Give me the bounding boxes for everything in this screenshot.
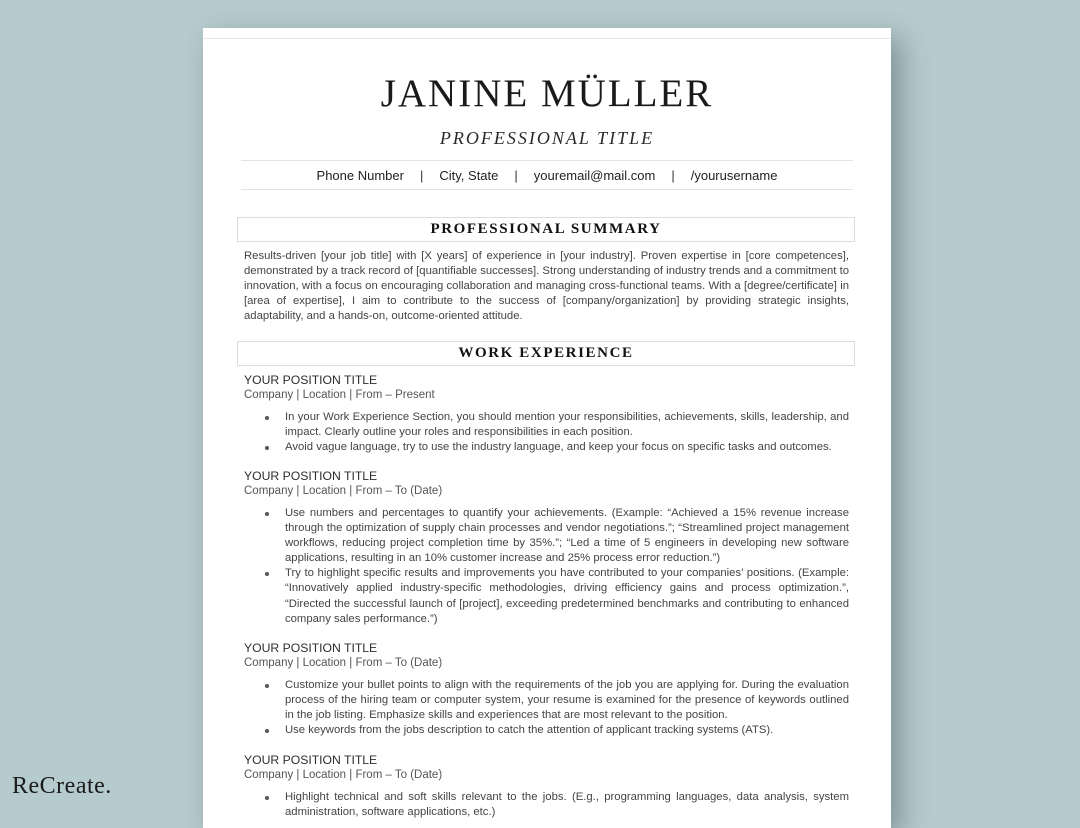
job-meta: Company | Location | From – To (Date) xyxy=(244,657,443,669)
job-bullets xyxy=(244,410,849,455)
job-bullet: Use numbers and percentages to quantify your achievements. (Example: “Achieved a 15% revenue increase through the optimization of supply chain processes and vendor negotiations.”; “Streamlined project management workflows, reducing project completion time by 35%.”; “Led a time of 5 engineers in developing new software applications, resulting in an 10% customer increase and 25% process error reduction.”) xyxy=(285,506,849,566)
job-entry-1 xyxy=(244,373,849,455)
job-entry-2 xyxy=(244,469,849,627)
job-meta: Company | Location | From – Present xyxy=(244,389,435,401)
contact-username[interactable]: /yourusername xyxy=(690,167,778,183)
job-bullet: Avoid vague language, try to use the industry language, and keep your focus on specific tasks and outcomes. xyxy=(285,440,849,455)
job-entry-3 xyxy=(244,641,849,738)
contact-location: City, State xyxy=(439,167,499,183)
job-bullet: Use keywords from the jobs description to catch the attention of applicant tracking systems (ATS). xyxy=(285,723,849,738)
job-entry-4 xyxy=(244,753,849,820)
job-bullet: Customize your bullet points to align with the requirements of the job you are applying for. During the evaluation process of the hiring team or computer system, your resume is examined for the presence of keywords outlined in the job listing. Emphasize skills and experiences that are most relevant to the position. xyxy=(285,678,849,723)
job-bullets xyxy=(244,678,849,738)
job-bullet: Try to highlight specific results and improvements you have contributed to your companies’ positions. (Example: “Innovatively applied industry-specific methodologies, driving efficiency gains and process optimization.”, “Directed the successful launch of [project], exceeding predetermined benchmarks and contributing to enhanced company sales performance.”) xyxy=(285,566,849,626)
contact-phone: Phone Number xyxy=(316,167,404,183)
contact-bar xyxy=(241,160,853,190)
job-bullet: Highlight technical and soft skills relevant to the jobs. (E.g., programming languages, data analysis, system administration, software applications, etc.) xyxy=(285,790,849,820)
job-meta: Company | Location | From – To (Date) xyxy=(244,769,443,781)
top-divider xyxy=(203,38,891,39)
brand-logo-text: ReCreate. xyxy=(12,773,112,799)
summary-text: Results-driven [your job title] with [X years] of experience in [your industry]. Proven expertise in [core competences], demonstrated by a track record of [quantifiable successes]. Strong understanding of industry trends and a commitment to innovation, with a focus on encouraging collaboration and managing cross-functional teams. With a [degree/certificate] in [area of expertise], I aim to contribute to the success of [company/organization] by providing strategic insights, adaptability, and a hands-on, outcome-oriented attitude. xyxy=(244,250,849,323)
job-meta: Company | Location | From – To (Date) xyxy=(244,485,443,497)
contact-separator: | xyxy=(671,167,675,183)
job-title: YOUR POSITION TITLE xyxy=(244,641,378,655)
contact-separator: | xyxy=(419,167,424,183)
candidate-name: JANINE MÜLLER xyxy=(380,72,714,115)
job-title: YOUR POSITION TITLE xyxy=(244,753,378,767)
job-bullets xyxy=(244,506,849,627)
job-bullet: In your Work Experience Section, you should mention your responsibilities, achievements, skills, leadership, and impact. Clearly outline your roles and responsibilities in each position. xyxy=(285,410,849,440)
job-title: YOUR POSITION TITLE xyxy=(244,469,378,483)
job-title: YOUR POSITION TITLE xyxy=(244,373,378,387)
resume-page xyxy=(203,28,891,828)
contact-separator: | xyxy=(514,167,518,183)
summary-heading: PROFESSIONAL SUMMARY xyxy=(237,217,855,242)
job-bullets xyxy=(244,790,849,820)
professional-title: PROFESSIONAL TITLE xyxy=(439,128,655,148)
contact-email[interactable]: youremail@mail.com xyxy=(533,167,656,183)
experience-heading: WORK EXPERIENCE xyxy=(237,341,855,366)
